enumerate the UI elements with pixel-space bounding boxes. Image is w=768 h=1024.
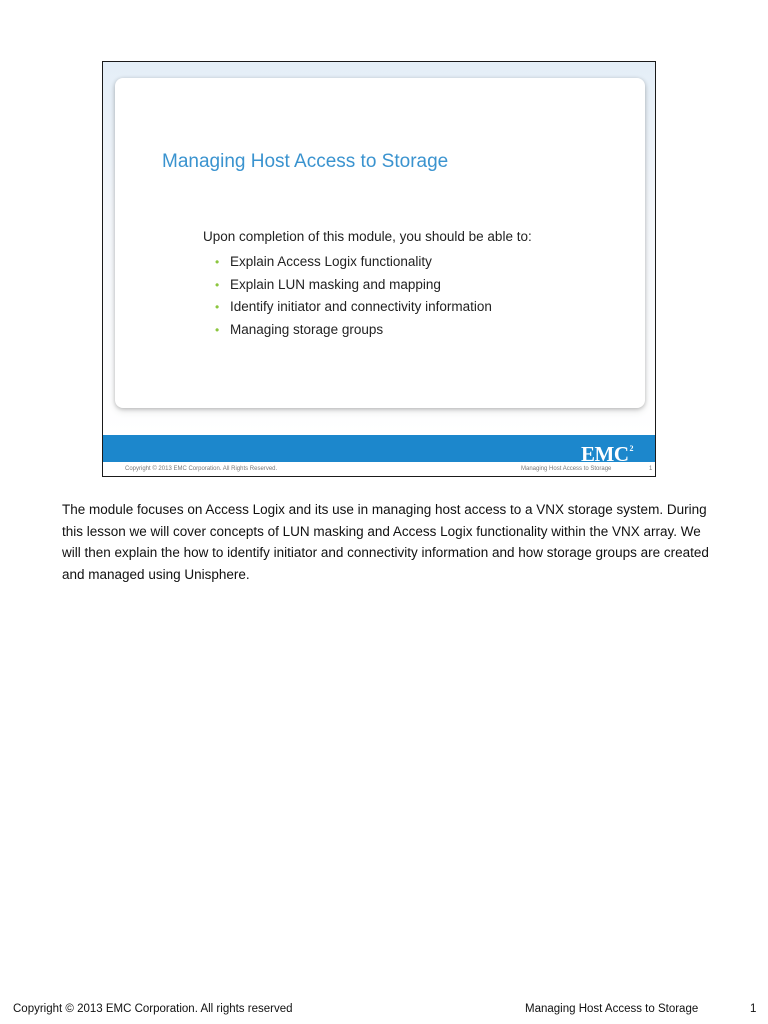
objective-text: Explain Access Logix functionality	[230, 254, 432, 269]
slide-content-card	[115, 78, 645, 408]
logo-superscript: 2	[629, 444, 633, 453]
footer-page-number: 1	[750, 1003, 757, 1015]
objectives-list	[215, 251, 492, 341]
objective-text: Explain LUN masking and mapping	[230, 276, 441, 292]
emc-logo	[581, 438, 633, 465]
objective-item	[215, 274, 492, 297]
slide-thumbnail	[102, 61, 656, 477]
bullet-icon: •	[215, 322, 220, 337]
objectives-intro: Upon completion of this module, you should be able to:	[203, 229, 532, 244]
bullet-icon: •	[215, 255, 220, 269]
objective-text: Identify initiator and connectivity information	[230, 299, 492, 314]
footer-copyright: Copyright © 2013 EMC Corporation. All rights reserved	[13, 1003, 293, 1015]
slide-footer-copyright: Copyright © 2013 EMC Corporation. All Rights Reserved.	[125, 466, 278, 472]
slide-footer-band	[103, 435, 655, 466]
slide-footer-title: Managing Host Access to Storage	[521, 466, 612, 472]
speaker-notes: The module focuses on Access Logix and its use in managing host access to a VNX storage system. During this lesson we will cover concepts of LUN masking and Access Logix functionality within the VNX array. We will then explain the how to identify initiator and connectivity information and how storage groups are created and managed using Unisphere.	[62, 502, 709, 582]
bullet-icon: •	[215, 300, 220, 314]
objective-item	[215, 319, 492, 342]
logo-text: EMC	[581, 442, 629, 466]
footer-title: Managing Host Access to Storage	[525, 1003, 699, 1015]
objective-item	[215, 296, 492, 319]
slide-footer	[103, 462, 655, 476]
bullet-icon: •	[215, 277, 220, 292]
page-footer	[0, 1003, 768, 1021]
objective-text: Managing storage groups	[230, 321, 384, 337]
slide-footer-page: 1	[649, 466, 653, 472]
slide-title: Managing Host Access to Storage	[162, 151, 449, 172]
objective-item	[215, 251, 492, 274]
